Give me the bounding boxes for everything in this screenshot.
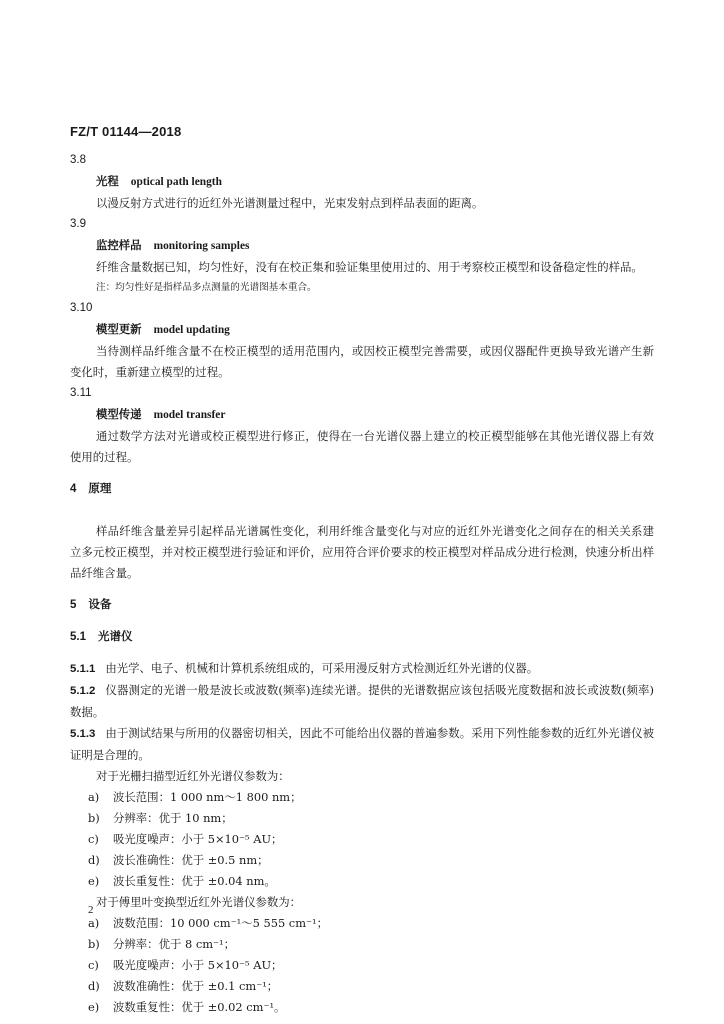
clause-5-1-2 [70, 680, 654, 723]
definition-3-10: 当待测样品纤维含量不在校正模型的适用范围内，或因校正模型完善需要，或因仪器配件更换导致光谱产生新变化时，重新建立模型的过程。 [70, 344, 654, 379]
section-number: 5.1 [70, 631, 86, 643]
list-text: 波数准确性：优于 ±0.1 cm⁻¹； [113, 979, 279, 993]
list-marker: c) [88, 958, 99, 972]
grating-intro: 对于光栅扫描型近红外光谱仪参数为： [96, 769, 290, 783]
list-text: 波长准确性：优于 ±0.5 nm； [113, 853, 269, 867]
clause-number: 5.1.1 [70, 663, 96, 675]
term-zh: 模型更新 [96, 322, 142, 336]
clause-number-3-10: 3.10 [70, 302, 93, 314]
definition-3-8: 以漫反射方式进行的近红外光谱测量过程中，光束发射点到样品表面的距离。 [96, 196, 484, 210]
list-item [70, 871, 654, 892]
list-marker: d) [88, 853, 100, 867]
list-item [70, 787, 654, 808]
list-item [70, 997, 654, 1018]
clause-number-3-9: 3.9 [70, 218, 86, 230]
term-zh: 模型传递 [96, 407, 142, 421]
term-3-9 [70, 235, 654, 257]
clause-number: 5.1.2 [70, 685, 96, 697]
list-marker: c) [88, 832, 99, 846]
term-3-11 [70, 404, 654, 426]
standard-code-header: FZ/T 01144—2018 [70, 124, 182, 139]
fourier-parameter-list [70, 913, 654, 1018]
list-text: 波长重复性：优于 ±0.04 nm。 [113, 874, 276, 888]
list-item [70, 850, 654, 871]
list-item [70, 934, 654, 955]
list-item [70, 829, 654, 850]
list-marker: e) [88, 874, 100, 888]
principle-paragraph: 样品纤维含量差异引起样品光谱属性变化，利用纤维含量变化与对应的近红外光谱变化之间存在的相关关系建立多元校正模型，并对校正模型进行验证和评价，应用符合评价要求的校正模型对样品成分进行检测，快速分析出样品纤维含量。 [70, 524, 654, 580]
definition-3-9: 纤维含量数据已知，均匀性好，没有在校正集和验证集里使用过的、用于考察校正模型和设备稳定性的样品。 [96, 260, 643, 274]
list-marker: e) [88, 1000, 100, 1014]
list-item [70, 955, 654, 976]
clause-text: 由光学、电子、机械和计算机系统组成的，可采用漫反射方式检测近红外光谱的仪器。 [105, 661, 539, 675]
list-item [70, 976, 654, 997]
clause-5-1-1 [70, 658, 654, 680]
list-text: 分辨率：优于 8 cm⁻¹； [113, 937, 235, 951]
clause-number-3-8: 3.8 [70, 154, 86, 166]
section-heading-5 [70, 594, 654, 616]
document-body [70, 150, 654, 1018]
section-title: 原理 [88, 481, 112, 495]
grating-parameter-list [70, 787, 654, 892]
section-number: 5 [70, 599, 77, 611]
list-marker: a) [88, 916, 100, 930]
list-marker: b) [88, 937, 100, 951]
term-en: optical path length [130, 176, 222, 188]
section-title: 光谱仪 [98, 629, 133, 643]
term-zh: 光程 [96, 174, 119, 188]
list-marker: d) [88, 979, 100, 993]
definition-3-11: 通过数学方法对光谱或校正模型进行修正，使得在一台光谱仪器上建立的校正模型能够在其他光谱仪器上有效使用的过程。 [70, 429, 654, 464]
list-item [70, 913, 654, 934]
clause-5-1-3 [70, 723, 654, 766]
clause-number: 5.1.3 [70, 728, 96, 740]
list-text: 波长范围：1 000 nm～1 800 nm； [113, 790, 302, 804]
term-zh: 监控样品 [96, 238, 142, 252]
fourier-intro: 对于傅里叶变换型近红外光谱仪参数为： [96, 895, 302, 909]
list-item [70, 808, 654, 829]
list-text: 波数范围：10 000 cm⁻¹～5 555 cm⁻¹； [113, 916, 328, 930]
term-en: model updating [153, 324, 230, 336]
clause-text: 由于测试结果与所用的仪器密切相关，因此不可能给出仪器的普遍参数。采用下列性能参数的近红外光谱仪被证明是合理的。 [70, 726, 654, 762]
list-text: 波数重复性：优于 ±0.02 cm⁻¹。 [113, 1000, 286, 1014]
term-en: monitoring samples [153, 240, 250, 252]
term-3-8 [70, 171, 654, 193]
list-text: 吸光度噪声：小于 5×10⁻⁵ AU； [113, 832, 283, 846]
term-en: model transfer [153, 409, 226, 421]
page-number: 2 [88, 904, 94, 916]
section-number: 4 [70, 483, 77, 495]
clause-text: 仪器测定的光谱一般是波长或波数(频率)连续光谱。提供的光谱数据应该包括吸光度数据和波长或波数(频率)数据。 [70, 683, 654, 719]
section-heading-4 [70, 478, 654, 500]
term-3-10 [70, 319, 654, 341]
section-title: 设备 [88, 597, 112, 611]
section-heading-5-1 [70, 626, 654, 648]
list-marker: b) [88, 811, 100, 825]
list-text: 分辨率：优于 10 nm； [113, 811, 233, 825]
list-marker: a) [88, 790, 100, 804]
clause-number-3-11: 3.11 [70, 387, 92, 399]
list-text: 吸光度噪声：小于 5×10⁻⁵ AU； [113, 958, 283, 972]
note-3-9: 注：均匀性好是指样品多点测量的光谱图基本重合。 [96, 282, 317, 293]
